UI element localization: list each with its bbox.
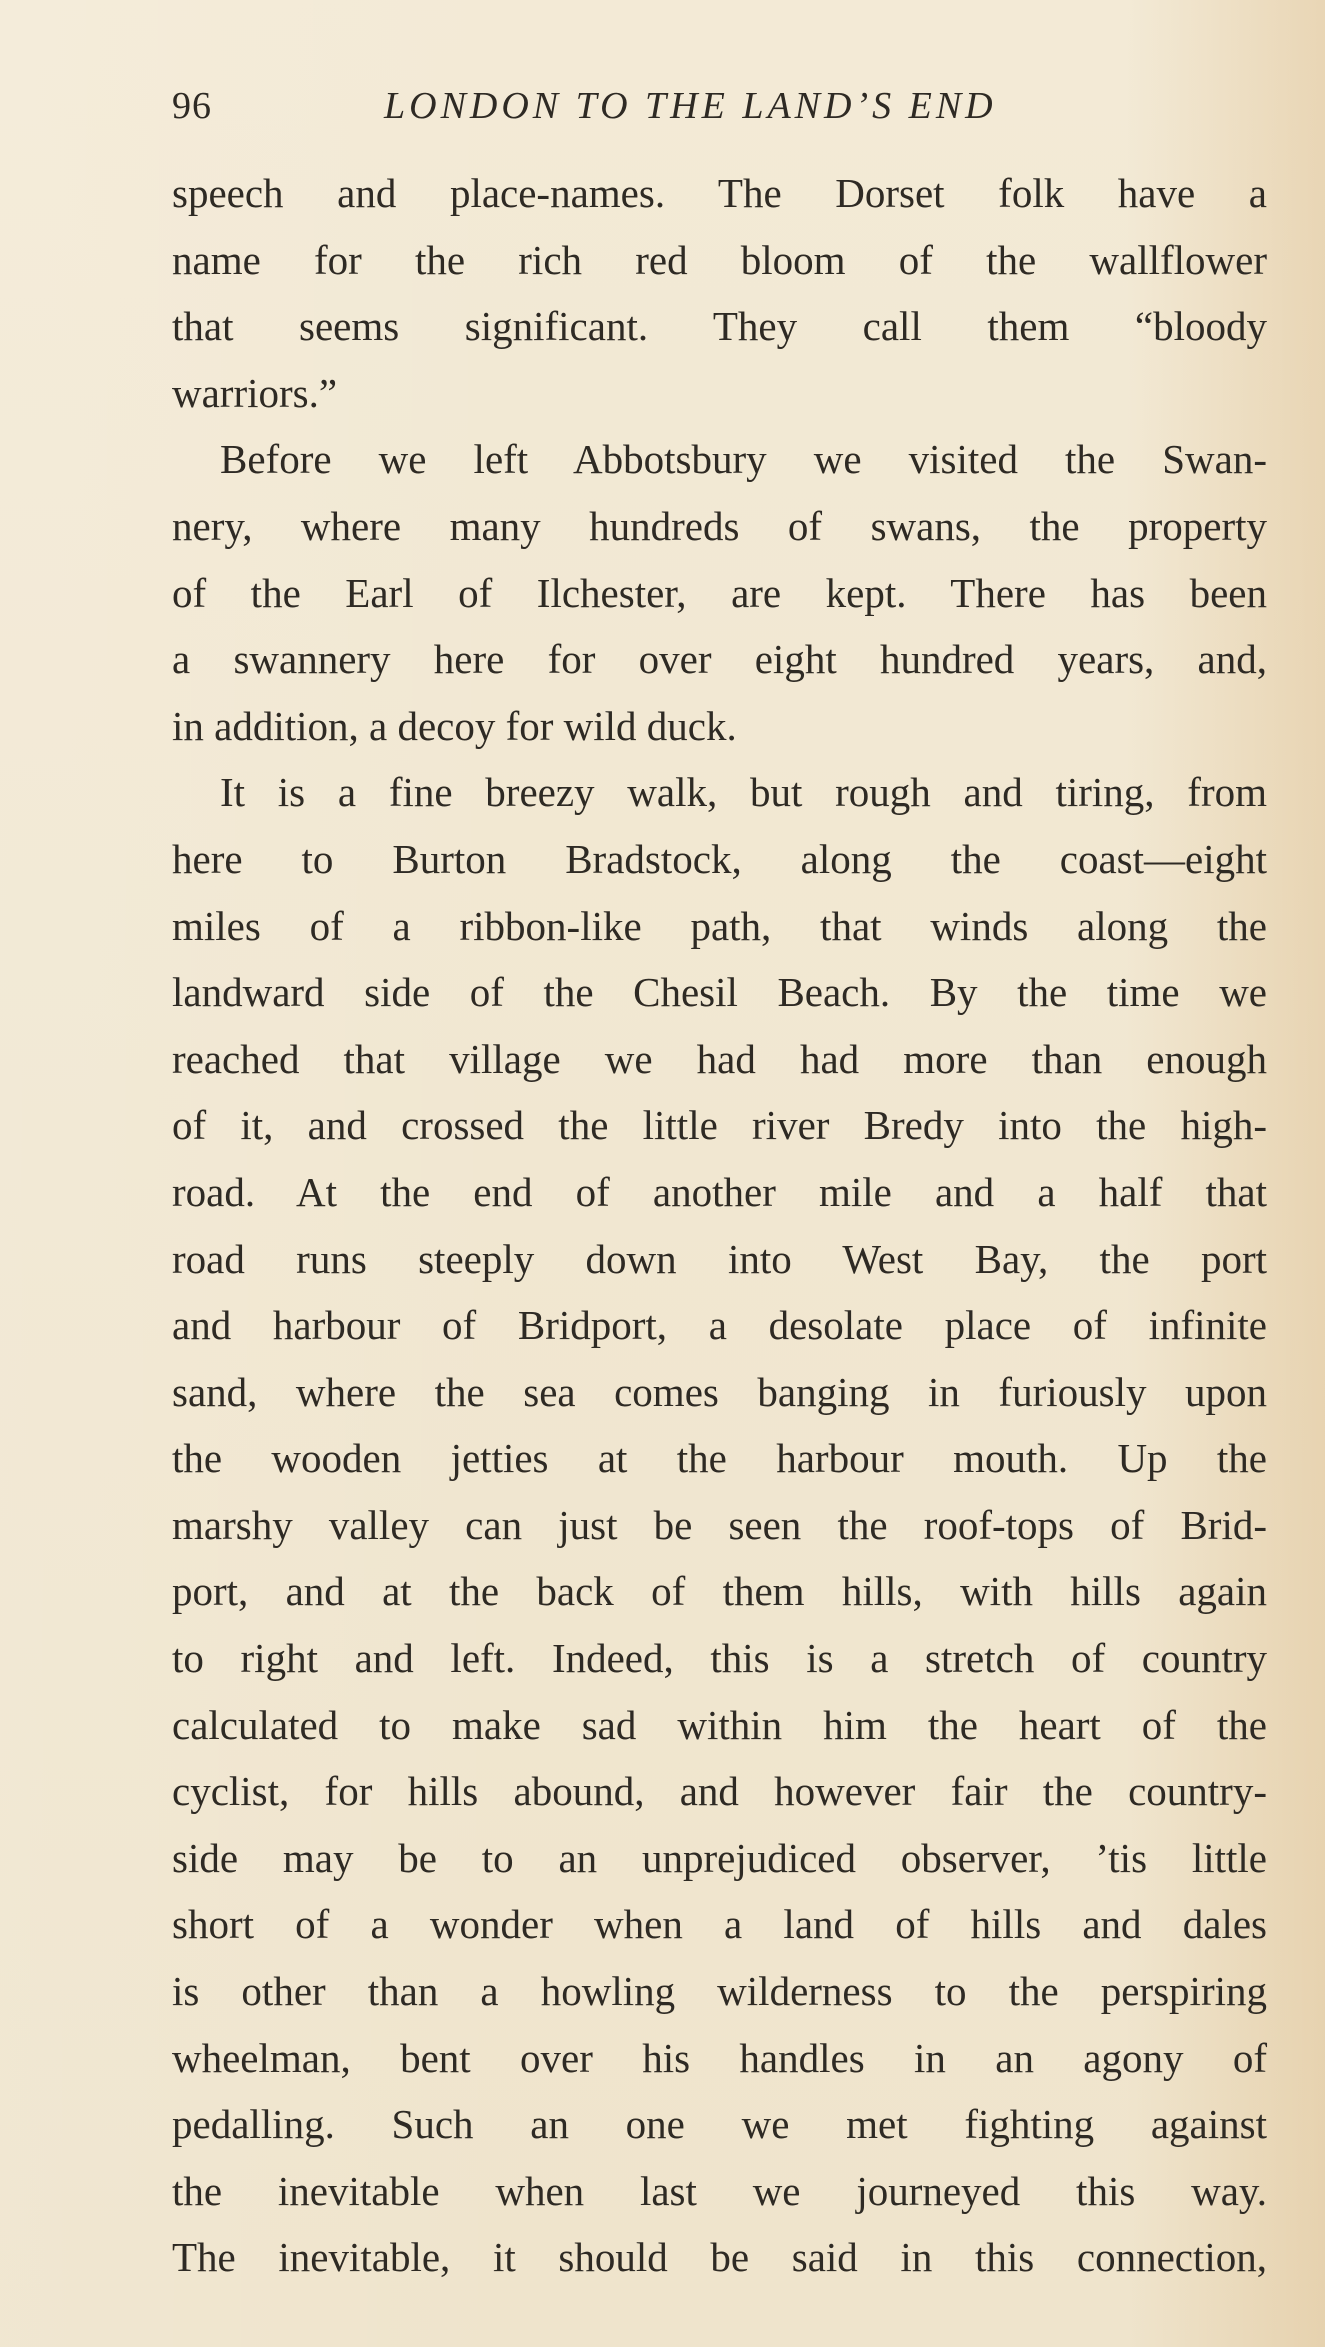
text-line: reached that village we had had more than enough xyxy=(172,1035,1267,1082)
text-line: speech and place-names. The Dorset folk have a xyxy=(172,170,1267,216)
running-title: LONDON TO THE LAND’S END xyxy=(384,85,997,127)
text-line: road runs steeply down into West Bay, the port xyxy=(172,1235,1267,1282)
text-line: pedalling. Such an one we met fighting against xyxy=(172,2101,1267,2148)
text-line: marshy valley can just be seen the roof-tops of Brid- xyxy=(172,1501,1267,1548)
text-line: the wooden jetties at the harbour mouth. Up the xyxy=(172,1435,1267,1482)
text-line: and harbour of Bridport, a desolate place of infinite xyxy=(172,1302,1267,1349)
text-line: a swannery here for over eight hundred years, and, xyxy=(172,636,1267,683)
text-line: It is a fine breezy walk, but rough and tiring, from xyxy=(220,769,1267,816)
text-line: short of a wonder when a land of hills and dales xyxy=(172,1901,1267,1948)
text-line: name for the rich red bloom of the wallflower xyxy=(172,236,1267,283)
text-line: of it, and crossed the little river Bredy into the high- xyxy=(172,1102,1267,1149)
text-line: that seems significant. They call them “bloody xyxy=(172,303,1267,350)
text-line: wheelman, bent over his handles in an agony of xyxy=(172,2034,1267,2081)
running-head xyxy=(172,76,1172,136)
page-number: 96 xyxy=(172,85,212,127)
text-line: Before we left Abbotsbury we visited the Swan- xyxy=(220,436,1267,483)
text-line: road. At the end of another mile and a half that xyxy=(172,1168,1267,1215)
text-line: is other than a howling wilderness to the perspiring xyxy=(172,1968,1267,2015)
text-line: here to Burton Bradstock, along the coast—eight xyxy=(172,835,1267,882)
text-line: nery, where many hundreds of swans, the property xyxy=(172,502,1267,549)
text-line: to right and left. Indeed, this is a stretch of country xyxy=(172,1635,1267,1682)
text-line: the inevitable when last we journeyed this way. xyxy=(172,2167,1267,2214)
text-line: of the Earl of Ilchester, are kept. There has been xyxy=(172,569,1267,616)
text-line: in addition, a decoy for wild duck. xyxy=(172,702,737,749)
text-line: side may be to an unprejudiced observer, ’tis little xyxy=(172,1834,1267,1881)
text-line: miles of a ribbon-like path, that winds along the xyxy=(172,902,1267,949)
text-line: warriors.” xyxy=(172,369,338,416)
body-text xyxy=(172,160,1267,2291)
text-line: landward side of the Chesil Beach. By the time we xyxy=(172,969,1267,1016)
text-line: The inevitable, it should be said in this connection, xyxy=(172,2234,1267,2281)
text-line: port, and at the back of them hills, with hills again xyxy=(172,1568,1267,1615)
text-line: sand, where the sea comes banging in furiously upon xyxy=(172,1368,1267,1415)
text-line: calculated to make sad within him the heart of the xyxy=(172,1701,1267,1748)
text-line: cyclist, for hills abound, and however fair the country- xyxy=(172,1768,1267,1815)
